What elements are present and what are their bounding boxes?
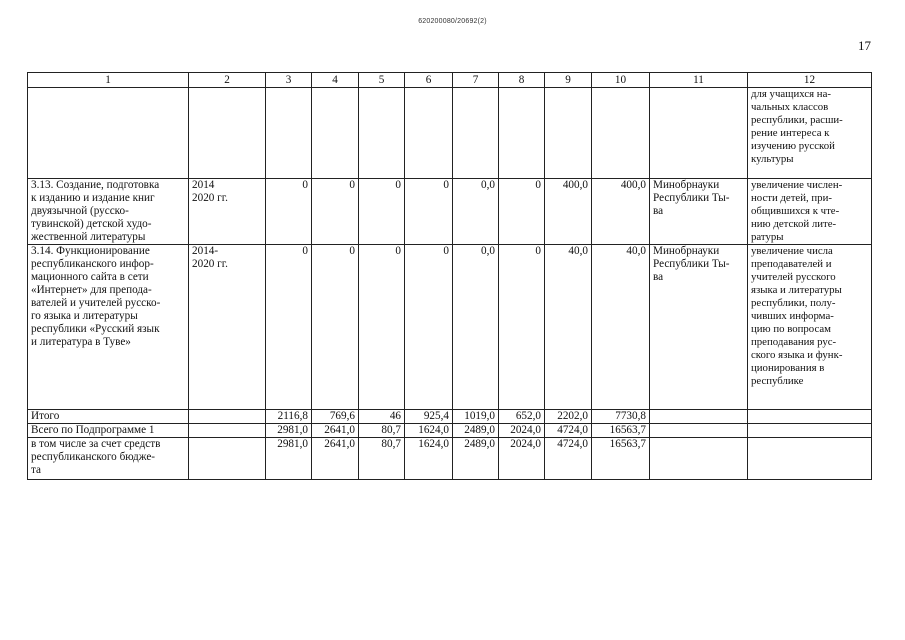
cell-value: 769,6 (312, 410, 359, 424)
cell-value: 2024,0 (499, 438, 545, 480)
cell-value: 2489,0 (453, 438, 499, 480)
cell-value: 0 (499, 179, 545, 245)
table-row (28, 245, 872, 410)
cell-value: 1019,0 (453, 410, 499, 424)
cell-value: 0 (266, 179, 312, 245)
cell-value (545, 88, 592, 179)
cell-value: 2981,0 (266, 424, 312, 438)
column-header: 3 (266, 73, 312, 88)
cell-measure: 3.13. Создание, подготовка к изданию и издание книг двуязычной (русско- тувинской) детской худо- жественной литературы (28, 179, 189, 245)
cell-value: 46 (359, 410, 405, 424)
table-row (28, 179, 872, 245)
cell-value: 2024,0 (499, 424, 545, 438)
cell-value (359, 88, 405, 179)
cell-measure (28, 88, 189, 179)
budget-table (27, 72, 872, 480)
cell-value: 2641,0 (312, 438, 359, 480)
table-row-total (28, 410, 872, 424)
cell-period (189, 438, 266, 480)
cell-total: 16563,7 (592, 424, 650, 438)
cell-total: 7730,8 (592, 410, 650, 424)
cell-result (748, 410, 872, 424)
cell-value (312, 88, 359, 179)
cell-value: 0 (405, 245, 453, 410)
column-header: 1 (28, 73, 189, 88)
cell-measure: Всего по Подпрограмме 1 (28, 424, 189, 438)
column-header: 10 (592, 73, 650, 88)
cell-value: 2116,8 (266, 410, 312, 424)
cell-value: 0,0 (453, 245, 499, 410)
table-row-total (28, 424, 872, 438)
cell-total: 40,0 (592, 245, 650, 410)
cell-value: 0,0 (453, 179, 499, 245)
cell-period: 2014- 2020 гг. (189, 245, 266, 410)
cell-value: 40,0 (545, 245, 592, 410)
cell-value (266, 88, 312, 179)
cell-result: для учащихся на- чальных классов республики, расши- рение интереса к изучению русской культуры (748, 88, 872, 179)
cell-value: 4724,0 (545, 438, 592, 480)
cell-value: 0 (266, 245, 312, 410)
cell-value: 0 (499, 245, 545, 410)
cell-value: 652,0 (499, 410, 545, 424)
column-header: 2 (189, 73, 266, 88)
page-number: 17 (858, 38, 871, 53)
document-id: 620200080/20692(2) (418, 18, 487, 25)
cell-result: увеличение числа преподавателей и учителей русского языка и литературы республики, полу- чивших информа- цию по вопросам преподавания рус- ского языка и функ- ционирования в республике (748, 245, 872, 410)
cell-measure: Итого (28, 410, 189, 424)
cell-value: 80,7 (359, 438, 405, 480)
cell-value: 80,7 (359, 424, 405, 438)
cell-executor (650, 410, 748, 424)
table-row (28, 88, 872, 179)
column-header: 12 (748, 73, 872, 88)
cell-executor (650, 438, 748, 480)
cell-value: 4724,0 (545, 424, 592, 438)
cell-value: 0 (405, 179, 453, 245)
cell-value: 2641,0 (312, 424, 359, 438)
column-header: 5 (359, 73, 405, 88)
cell-value: 400,0 (545, 179, 592, 245)
column-header: 9 (545, 73, 592, 88)
cell-period (189, 424, 266, 438)
column-header: 11 (650, 73, 748, 88)
cell-executor: Минобрнауки Республики Ты- ва (650, 179, 748, 245)
cell-value: 0 (312, 245, 359, 410)
header-row (28, 73, 872, 88)
cell-result: увеличение числен- ности детей, при- общившихся к чте- нию детской лите- ратуры (748, 179, 872, 245)
cell-executor: Минобрнауки Республики Ты- ва (650, 245, 748, 410)
cell-value (499, 88, 545, 179)
column-header: 6 (405, 73, 453, 88)
cell-period (189, 88, 266, 179)
cell-value (453, 88, 499, 179)
cell-measure: в том числе за счет средств республиканского бюдже- та (28, 438, 189, 480)
cell-value: 2202,0 (545, 410, 592, 424)
column-header: 4 (312, 73, 359, 88)
cell-value (405, 88, 453, 179)
cell-total: 16563,7 (592, 438, 650, 480)
cell-period (189, 410, 266, 424)
cell-value: 1624,0 (405, 438, 453, 480)
cell-value: 0 (359, 179, 405, 245)
cell-value: 925,4 (405, 410, 453, 424)
column-header: 7 (453, 73, 499, 88)
cell-executor (650, 88, 748, 179)
cell-result (748, 424, 872, 438)
cell-value: 2489,0 (453, 424, 499, 438)
cell-period: 2014 2020 гг. (189, 179, 266, 245)
cell-value: 0 (312, 179, 359, 245)
cell-value: 0 (359, 245, 405, 410)
cell-total: 400,0 (592, 179, 650, 245)
cell-value: 1624,0 (405, 424, 453, 438)
cell-measure: 3.14. Функционирование республиканского инфор- мационного сайта в сети «Интернет» для препода- вателей и учителей русско- го языка и литературы республики «Русский язык и литература в Туве» (28, 245, 189, 410)
cell-value: 2981,0 (266, 438, 312, 480)
cell-result (748, 438, 872, 480)
table-row-total (28, 438, 872, 480)
cell-executor (650, 424, 748, 438)
cell-total (592, 88, 650, 179)
column-header: 8 (499, 73, 545, 88)
